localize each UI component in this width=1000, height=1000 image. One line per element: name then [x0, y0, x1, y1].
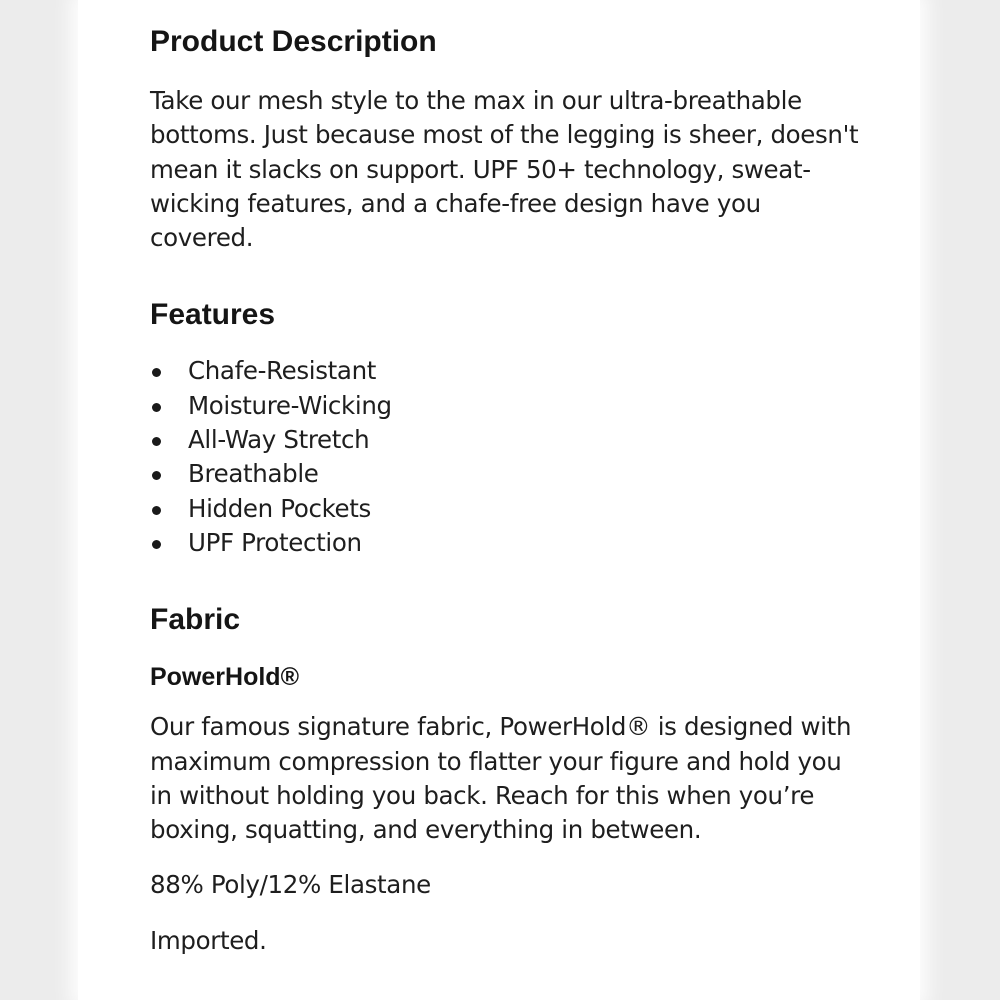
bullet-icon [152, 506, 161, 515]
fabric-heading: Fabric [150, 603, 241, 637]
feature-label: Moisture-Wicking [188, 390, 392, 420]
feature-label: UPF Protection [188, 527, 362, 557]
fabric-composition: 88% Poly/12% Elastane [150, 870, 431, 900]
feature-item [150, 354, 870, 388]
fabric-description-text: Our famous signature fabric, PowerHold® is designed with maximum compression to flatter your figure and hold you in without holding you back. Reach for this when you’re boxing, squatting, and everything in between. [150, 712, 852, 845]
features-heading: Features [150, 298, 276, 332]
feature-item [150, 526, 870, 560]
feature-item [150, 389, 870, 423]
product-details-content [150, 22, 870, 958]
feature-item [150, 492, 870, 526]
feature-label: Hidden Pockets [188, 493, 371, 523]
product-description-heading: Product Description [150, 25, 437, 58]
feature-label: Chafe-Resistant [188, 356, 377, 386]
feature-label: All-Way Stretch [188, 425, 370, 455]
feature-item [150, 457, 870, 491]
fabric-name: PowerHold® [150, 663, 299, 692]
product-origin: Imported. [150, 925, 267, 955]
features-list [150, 354, 870, 560]
bullet-icon [152, 368, 161, 377]
product-description-text: Take our mesh style to the max in our ultra-breathable bottoms. Just because most of the legging is sheer, doesn't mean it slacks on support. UPF 50+ technology, sweat-wicking features, and a chafe-free design have you covered. [150, 86, 859, 253]
bullet-icon [152, 437, 161, 446]
bullet-icon [152, 540, 161, 549]
feature-label: Breathable [188, 459, 319, 489]
product-details-panel [78, 0, 920, 1000]
bullet-icon [152, 471, 161, 480]
bullet-icon [152, 403, 161, 412]
feature-item [150, 423, 870, 457]
